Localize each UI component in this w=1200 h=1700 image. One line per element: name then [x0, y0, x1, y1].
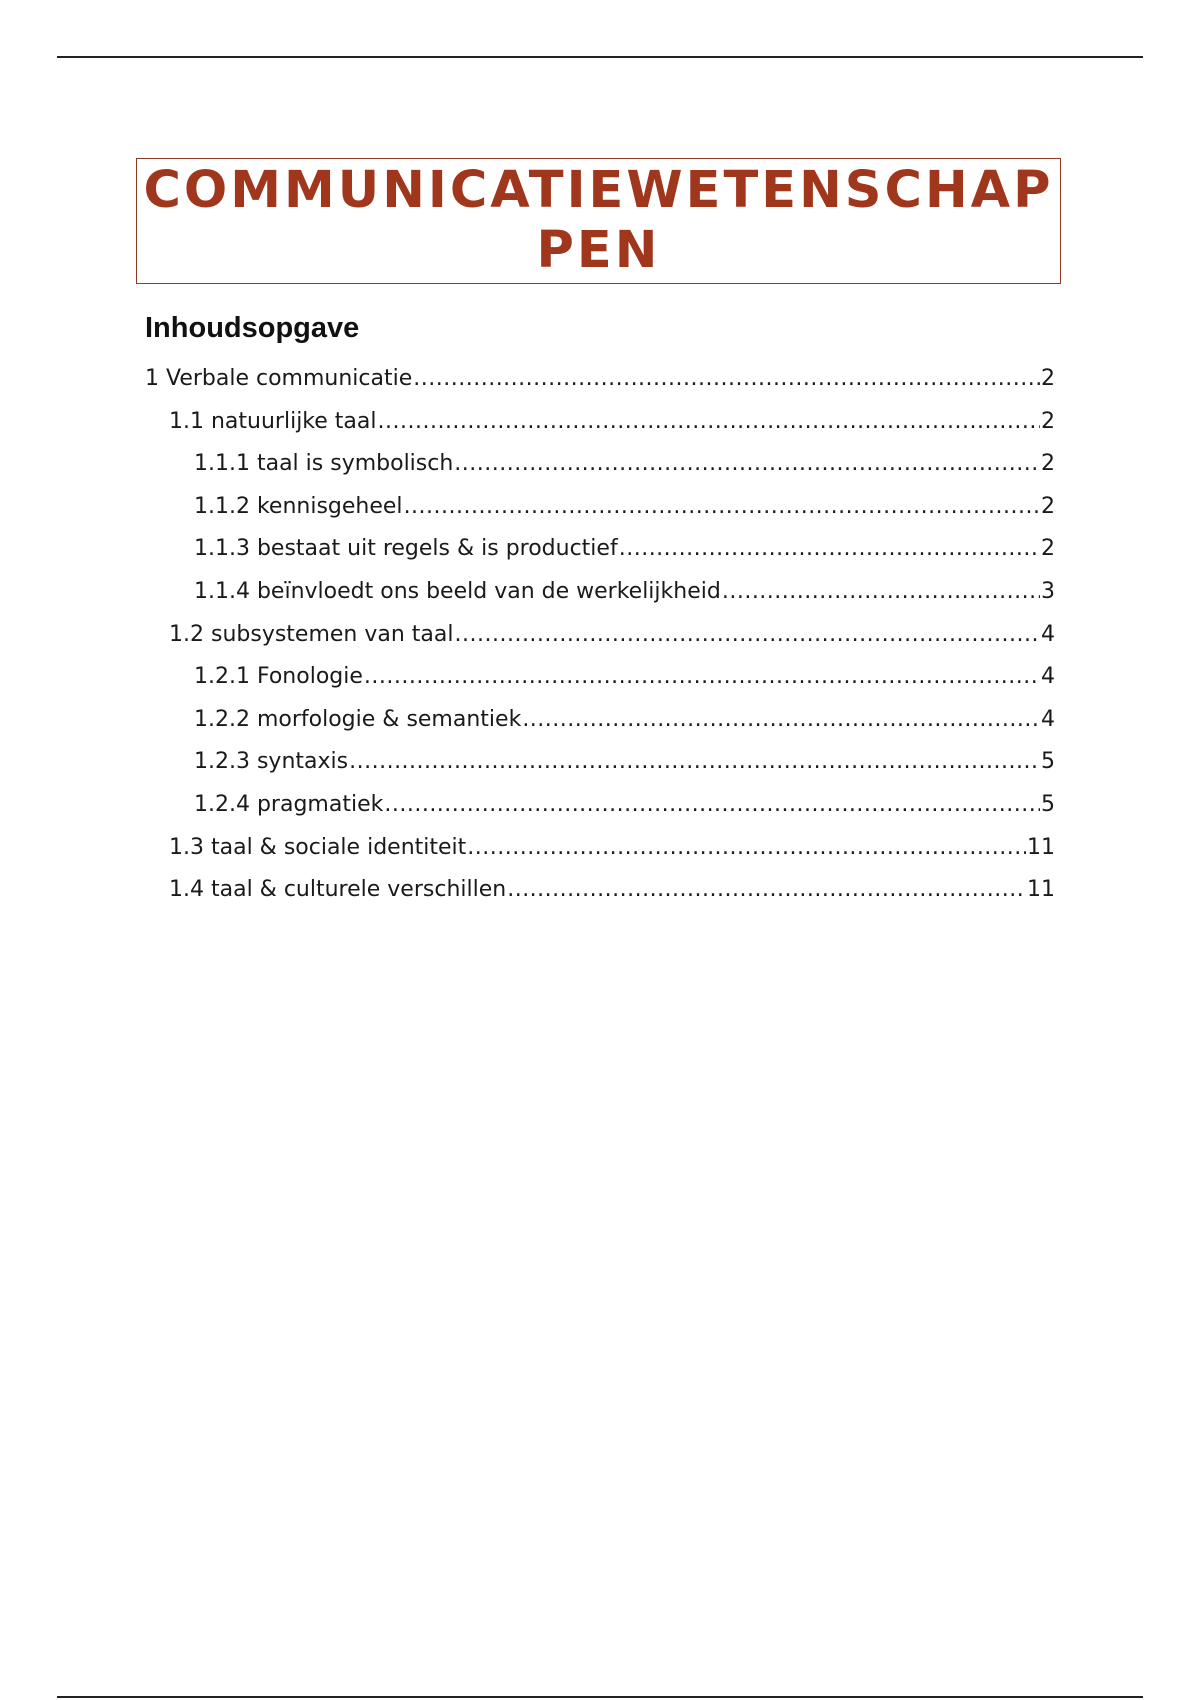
toc-dot-leader [378, 401, 1041, 443]
toc-dot-leader [364, 656, 1040, 698]
toc-dot-leader [454, 443, 1040, 485]
toc-entry-label: 1.1.3 bestaat uit regels & is productief [194, 536, 618, 562]
toc-entry-page: 4 [1041, 664, 1055, 690]
toc-dot-leader [619, 528, 1040, 570]
toc-entry-page: 2 [1041, 536, 1055, 562]
toc-entry[interactable] [145, 486, 1055, 529]
document-title-line-1: COMMUNICATIEWETENSCHAP [143, 161, 1054, 220]
toc-dot-leader [467, 827, 1026, 869]
toc-entry[interactable] [145, 358, 1055, 401]
toc-entry-page: 5 [1041, 791, 1055, 817]
toc-entry-label: 1.1 natuurlijke taal [169, 408, 377, 434]
toc-entry-page: 11 [1027, 834, 1055, 860]
toc-dot-leader [507, 869, 1026, 911]
toc-entry-label: 1 Verbale communicatie [145, 366, 413, 391]
toc-entry[interactable] [145, 869, 1055, 912]
toc-entry[interactable] [145, 784, 1055, 827]
toc-dot-leader [722, 571, 1040, 613]
toc-entry-label: 1.3 taal & sociale identiteit [169, 834, 467, 860]
toc-entry-page: 2 [1041, 493, 1055, 519]
toc-entry-label: 1.1.2 kennisgeheel [194, 493, 403, 519]
toc-entry[interactable] [145, 571, 1055, 614]
toc-entry-label: 1.2.3 syntaxis [194, 749, 349, 775]
toc-entry-page: 4 [1041, 706, 1055, 732]
toc-dot-leader [413, 358, 1040, 400]
toc-entry-label: 1.2.4 pragmatiek [194, 791, 384, 817]
toc-entry-label: 1.2 subsystemen van taal [169, 621, 454, 647]
toc-entry[interactable] [145, 741, 1055, 784]
toc-entry[interactable] [145, 401, 1055, 444]
toc-entry[interactable] [145, 614, 1055, 657]
toc-entry[interactable] [145, 827, 1055, 870]
toc-dot-leader [349, 741, 1040, 783]
table-of-contents [145, 358, 1055, 912]
toc-entry-label: 1.4 taal & culturele verschillen [169, 877, 507, 903]
toc-entry-page: 2 [1041, 366, 1055, 391]
toc-entry[interactable] [145, 699, 1055, 742]
toc-entry-page: 2 [1041, 451, 1055, 477]
toc-entry[interactable] [145, 656, 1055, 699]
toc-entry-page: 3 [1041, 578, 1055, 604]
toc-entry[interactable] [145, 528, 1055, 571]
toc-dot-leader [384, 784, 1040, 826]
document-title-line-2: PEN [536, 221, 661, 280]
toc-dot-leader [522, 699, 1040, 741]
toc-heading: Inhoudsopgave [145, 312, 360, 344]
header-rule [57, 56, 1143, 58]
toc-dot-leader [455, 614, 1041, 656]
toc-entry-label: 1.2.2 morfologie & semantiek [194, 706, 522, 732]
toc-entry-page: 5 [1041, 749, 1055, 775]
footer-rule [57, 1696, 1143, 1698]
toc-entry-label: 1.2.1 Fonologie [194, 664, 363, 690]
toc-entry-page: 11 [1027, 877, 1055, 903]
toc-entry-label: 1.1.1 taal is symbolisch [194, 451, 454, 477]
toc-entry-page: 2 [1041, 408, 1055, 434]
toc-entry[interactable] [145, 443, 1055, 486]
toc-dot-leader [404, 486, 1040, 528]
document-title-box [136, 158, 1061, 284]
toc-entry-label: 1.1.4 beïnvloedt ons beeld van de werkelijkheid [194, 578, 721, 604]
toc-entry-page: 4 [1041, 621, 1055, 647]
